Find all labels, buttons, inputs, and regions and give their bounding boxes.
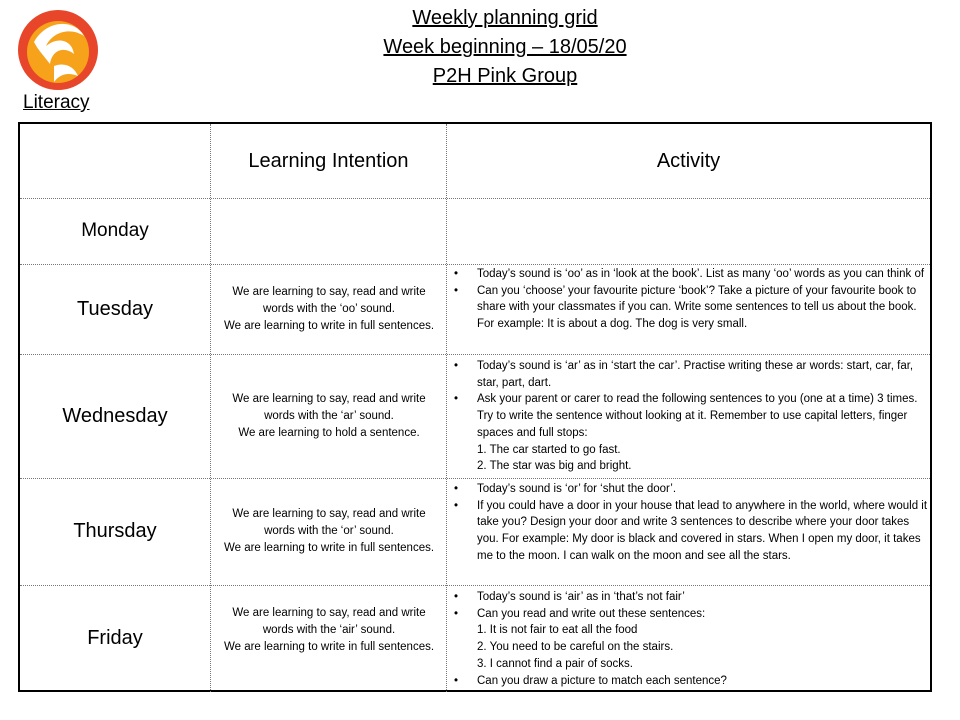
activity-wednesday (450, 358, 928, 475)
li-text: We are learning to say, read and write words with the ‘ar’ sound. (232, 392, 426, 422)
li-text: We are learning to write in full sentences. (223, 640, 435, 653)
bullet: • (454, 268, 459, 280)
learning-intention-tuesday (216, 264, 442, 354)
li-text: We are learning to write in full sentences. (223, 319, 435, 332)
bullet: • (454, 284, 459, 297)
activity-friday (450, 589, 928, 689)
li-text: We are learning to write in full sentences. (223, 542, 435, 554)
list-item: • Can you read and write out these sentences: (450, 606, 928, 623)
bullet: • (454, 483, 459, 495)
column-divider (210, 124, 211, 692)
subject-label: Literacy (23, 92, 90, 113)
header-activity: Activity (656, 149, 721, 172)
sentence-item: 3. I cannot find a pair of socks. (477, 657, 633, 670)
bullet: • (454, 674, 459, 687)
sentence-item: 1. It is not fair to eat all the food (477, 624, 638, 637)
li-text: We are learning to say, read and write words with the ‘or’ sound. (232, 508, 426, 537)
header-learning-intention: Learning Intention (248, 149, 409, 172)
sentence-item: 2. The star was big and bright. (477, 460, 632, 473)
activity-thursday (450, 481, 928, 565)
column-divider (446, 124, 447, 692)
learning-intention-thursday (216, 478, 442, 585)
bullet: • (454, 499, 459, 512)
day-thursday: Thursday (73, 520, 157, 542)
list-item: • If you could have a door in your house that lead to anywhere in the world, where would it take you? Design your door and write 3 sentences to describe where your door takes you. For example: My door is black and covered in stars. When I open my door, it takes me to the moon. I can walk on the moon and see all the stars. (454, 499, 928, 562)
learning-intention-friday (216, 585, 442, 675)
list-item: • Today’s sound is ‘or’ for ‘shut the door’. (450, 481, 928, 498)
list-item: • Today’s sound is ‘air’ as in ‘that’s not fair’ (450, 589, 928, 606)
li-text: We are learning to hold a sentence. (238, 426, 420, 439)
list-item: • Can you ‘choose’ your favourite picture ‘book’? Take a picture of your favourite book to share with your classmates if you can. Write some sentences to tell us about the book. For example: It is about a dog. The dog is very small. (454, 284, 917, 331)
bullet: • (454, 607, 459, 620)
group-name: P2H Pink Group (432, 65, 578, 87)
phoenix-logo-icon (14, 6, 102, 94)
list-item: • Ask your parent or carer to read the following sentences to you (one at a time) 3 times. Try to write the sentence without looking at it. Remember to use capital letters, finger spaces and full stops: (454, 393, 918, 439)
learning-intention-wednesday (216, 354, 442, 478)
bullet: • (454, 360, 459, 372)
li-text: We are learning to say, read and write words with the ‘oo’ sound. (232, 285, 426, 315)
day-wednesday: Wednesday (62, 404, 168, 427)
activity-tuesday (450, 266, 928, 333)
day-tuesday: Tuesday (77, 297, 153, 320)
list-item: • Can you draw a picture to match each sentence? (450, 673, 928, 690)
sentence-item: 1. The car started to go fast. (477, 443, 621, 456)
bullet: • (454, 393, 459, 406)
bullet: • (454, 591, 459, 603)
day-friday: Friday (87, 627, 143, 649)
sentence-item: 2. You need to be careful on the stairs. (477, 641, 674, 654)
li-text: We are learning to say, read and write words with the ‘air’ sound. (232, 606, 426, 636)
planning-table (18, 122, 932, 692)
title-block (300, 4, 710, 91)
list-item: • Today’s sound is ‘oo’ as in ‘look at the book’. List as many ‘oo’ words as you can think of (450, 266, 928, 283)
list-item: • Today’s sound is ‘ar’ as in ‘start the car’. Practise writing these ar words: start, car, far, star, part, dart. (454, 360, 914, 389)
page-title: Weekly planning grid (412, 7, 598, 29)
week-beginning: Week beginning – 18/05/20 (383, 36, 627, 58)
day-monday: Monday (81, 220, 149, 241)
